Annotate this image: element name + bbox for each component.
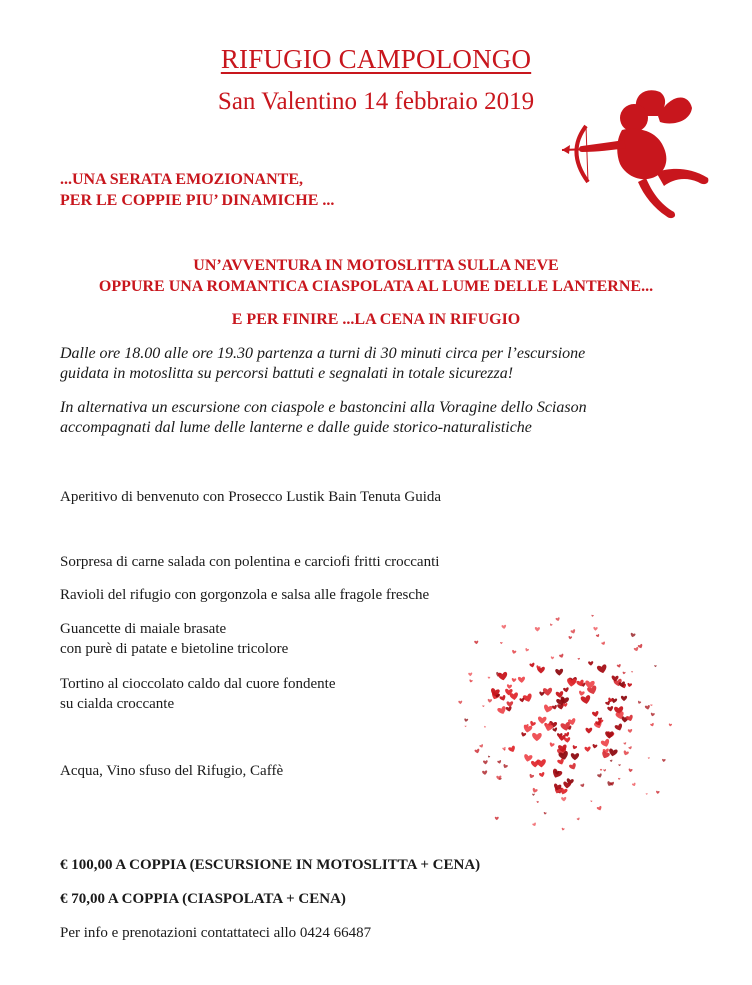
small-heart bbox=[628, 729, 633, 733]
small-heart bbox=[474, 641, 478, 645]
cupid-icon bbox=[560, 86, 715, 221]
small-heart bbox=[509, 692, 518, 700]
small-heart bbox=[578, 690, 585, 696]
small-heart bbox=[600, 738, 610, 748]
tagline-line-2: PER LE COPPIE PIU’ DINAMICHE ... bbox=[60, 192, 335, 209]
small-heart bbox=[543, 812, 546, 815]
small-heart bbox=[638, 644, 644, 649]
small-heart bbox=[577, 817, 581, 820]
description-line: accompagnati dal lume delle lanterne e dalle guide storico-naturalistiche bbox=[60, 419, 532, 436]
small-heart bbox=[621, 696, 627, 701]
small-heart bbox=[529, 662, 535, 668]
menu-antipasto: Sorpresa di carne salada con polentina e carciofi fritti croccanti bbox=[60, 554, 440, 570]
small-heart bbox=[669, 723, 673, 726]
small-heart bbox=[634, 647, 640, 652]
menu-bevande: Acqua, Vino sfuso del Rifugio, Caffè bbox=[60, 763, 284, 779]
small-heart bbox=[623, 750, 630, 756]
small-heart bbox=[590, 800, 592, 802]
small-heart bbox=[617, 664, 622, 668]
small-heart bbox=[630, 633, 636, 638]
small-heart bbox=[561, 797, 567, 802]
small-heart bbox=[603, 769, 606, 772]
small-heart bbox=[502, 764, 508, 769]
small-heart bbox=[563, 781, 571, 788]
small-heart bbox=[662, 759, 666, 762]
small-heart bbox=[511, 650, 516, 655]
small-heart bbox=[569, 763, 578, 771]
small-heart bbox=[543, 704, 553, 713]
small-heart bbox=[626, 714, 634, 722]
adventure-heading-1: UN’AVVENTURA IN MOTOSLITTA SULLA NEVE bbox=[193, 257, 559, 274]
tagline-line-1: ...UNA SERATA EMOZIONANTE, bbox=[60, 171, 303, 188]
small-heart bbox=[627, 683, 632, 688]
adventure-heading-2: OPPURE UNA ROMANTICA CIASPOLATA AL LUME DELLE LANTERNE... bbox=[98, 278, 654, 295]
small-heart bbox=[501, 625, 506, 630]
contact-info: Per info e prenotazioni contattateci allo 0424 66487 bbox=[60, 925, 372, 941]
small-heart bbox=[552, 727, 558, 732]
small-heart bbox=[484, 726, 486, 728]
small-heart bbox=[474, 748, 480, 753]
small-heart bbox=[648, 757, 650, 759]
small-heart bbox=[563, 703, 568, 707]
small-heart bbox=[469, 679, 473, 683]
small-heart bbox=[539, 691, 544, 696]
small-heart bbox=[618, 764, 621, 766]
small-heart bbox=[479, 744, 484, 748]
small-heart bbox=[600, 750, 610, 759]
page-title: RIFUGIO CAMPOLONGO bbox=[220, 44, 532, 74]
small-heart bbox=[498, 672, 509, 681]
small-heart bbox=[525, 648, 530, 652]
small-heart bbox=[572, 745, 578, 750]
price-motoslitta: € 100,00 A COPPIA (ESCURSIONE IN MOTOSLITTA + CENA) bbox=[60, 857, 481, 873]
small-heart bbox=[597, 773, 603, 778]
small-heart bbox=[607, 706, 614, 712]
small-heart bbox=[465, 725, 467, 727]
small-heart bbox=[531, 760, 539, 767]
price-ciaspolata: € 70,00 A COPPIA (CIASPOLATA + CENA) bbox=[60, 891, 346, 907]
small-heart bbox=[458, 701, 462, 705]
small-heart bbox=[618, 778, 620, 780]
menu-secondo-detail: con purè di patate e bietoline tricolore bbox=[60, 641, 289, 657]
menu-primo: Ravioli del rifugio con gorgonzola e salsa alle fragole fresche bbox=[60, 587, 430, 603]
small-heart bbox=[632, 782, 637, 786]
menu-aperitivo: Aperitivo di benvenuto con Prosecco Lustik Bain Tenuta Guida bbox=[60, 489, 442, 505]
small-heart bbox=[580, 783, 585, 788]
small-heart bbox=[495, 817, 499, 820]
small-heart bbox=[588, 661, 594, 666]
small-heart bbox=[519, 698, 525, 703]
small-heart bbox=[497, 760, 502, 764]
small-heart bbox=[518, 677, 526, 684]
small-heart bbox=[488, 756, 491, 758]
small-heart bbox=[532, 822, 537, 826]
small-heart bbox=[499, 695, 507, 702]
small-heart bbox=[507, 684, 513, 689]
small-heart bbox=[608, 748, 618, 757]
small-heart bbox=[488, 677, 491, 679]
small-heart bbox=[637, 701, 641, 705]
small-heart bbox=[523, 754, 533, 763]
small-heart bbox=[549, 623, 552, 626]
menu-dolce: Tortino al cioccolato caldo dal cuore fondente bbox=[60, 676, 336, 692]
small-heart bbox=[614, 723, 623, 732]
heart-cluster-icon bbox=[450, 612, 675, 837]
small-heart bbox=[559, 653, 564, 658]
adventure-heading-3: E PER FINIRE ...LA CENA IN RIFUGIO bbox=[231, 311, 521, 328]
small-heart bbox=[555, 617, 560, 621]
small-heart bbox=[561, 828, 564, 831]
small-heart bbox=[601, 641, 606, 645]
description-line: In alternativa un escursione con ciaspole e bastoncini alla Voragine dello Sciason bbox=[60, 399, 587, 416]
small-heart bbox=[505, 706, 512, 712]
small-heart bbox=[487, 699, 492, 703]
small-heart bbox=[593, 627, 598, 631]
small-heart bbox=[645, 705, 651, 710]
small-heart bbox=[650, 723, 655, 727]
small-heart bbox=[591, 615, 594, 617]
small-heart bbox=[532, 788, 538, 794]
small-heart bbox=[631, 671, 633, 673]
small-heart bbox=[646, 793, 648, 795]
small-heart bbox=[570, 629, 576, 635]
small-heart bbox=[628, 746, 632, 750]
small-heart bbox=[628, 768, 632, 772]
small-heart bbox=[600, 769, 602, 771]
small-heart bbox=[623, 742, 626, 745]
description-line: guidata in motoslitta su percorsi battuti e segnalati in totale sicurezza! bbox=[60, 365, 514, 382]
small-heart bbox=[482, 705, 484, 707]
small-heart bbox=[596, 634, 600, 638]
small-heart bbox=[592, 744, 598, 749]
small-heart bbox=[500, 642, 502, 644]
event-date: San Valentino 14 febbraio 2019 bbox=[217, 88, 535, 115]
small-heart bbox=[584, 746, 590, 752]
small-heart bbox=[596, 806, 602, 812]
small-heart bbox=[592, 711, 599, 718]
small-heart bbox=[532, 794, 535, 796]
small-heart bbox=[563, 687, 569, 693]
small-heart bbox=[468, 673, 472, 677]
small-heart bbox=[535, 627, 540, 631]
small-heart bbox=[464, 718, 468, 722]
small-heart bbox=[507, 701, 514, 707]
small-heart bbox=[539, 772, 546, 778]
small-heart bbox=[536, 801, 539, 803]
small-heart bbox=[610, 759, 613, 762]
small-heart bbox=[508, 745, 517, 753]
small-heart bbox=[532, 733, 542, 741]
small-heart bbox=[482, 770, 488, 775]
small-heart bbox=[555, 669, 563, 676]
small-heart bbox=[650, 712, 655, 716]
small-heart bbox=[483, 760, 488, 764]
small-heart bbox=[511, 678, 516, 682]
small-heart bbox=[597, 664, 608, 674]
small-heart bbox=[551, 656, 555, 659]
small-heart bbox=[654, 665, 657, 667]
menu-secondo: Guancette di maiale brasate bbox=[60, 621, 227, 637]
small-heart bbox=[622, 672, 625, 675]
small-heart bbox=[580, 695, 591, 705]
small-heart bbox=[529, 774, 535, 779]
small-heart bbox=[549, 742, 555, 748]
small-heart bbox=[497, 706, 507, 716]
small-heart bbox=[578, 658, 580, 660]
small-heart bbox=[656, 791, 660, 794]
small-heart bbox=[585, 728, 592, 734]
small-heart bbox=[650, 704, 653, 706]
menu-dolce-detail: su cialda croccante bbox=[60, 696, 175, 712]
small-heart bbox=[543, 688, 553, 696]
small-heart bbox=[571, 753, 579, 760]
description-line: Dalle ore 18.00 alle ore 19.30 partenza a turni di 30 minuti circa per l’escursione bbox=[60, 345, 586, 362]
small-heart bbox=[521, 732, 527, 737]
small-heart bbox=[568, 636, 572, 639]
